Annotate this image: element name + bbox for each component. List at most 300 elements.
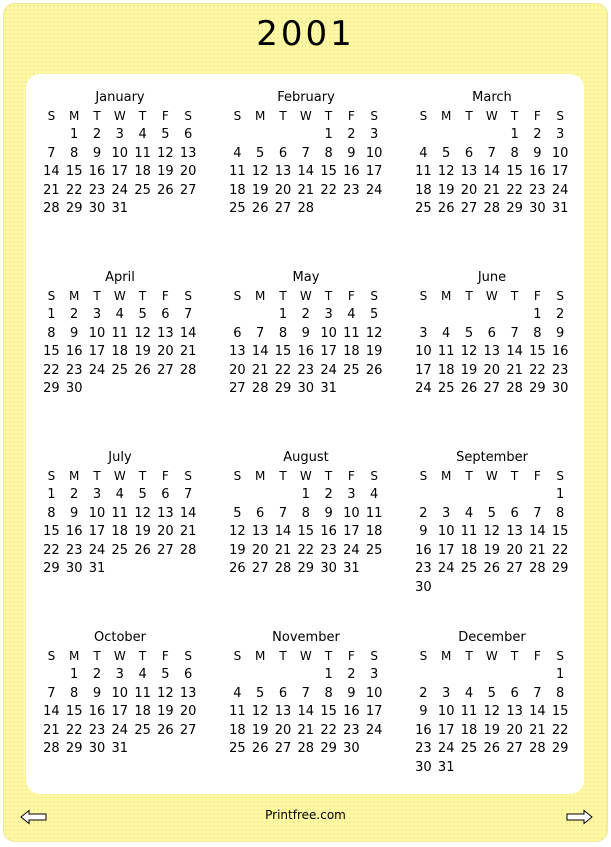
weekday-header: F: [533, 649, 541, 663]
day-cell: 20: [229, 362, 246, 378]
day-cell: 30: [65, 381, 83, 397]
day-cell: 31: [88, 561, 106, 577]
day-cell: 22: [529, 362, 546, 378]
day-cell: 19: [251, 722, 269, 738]
day-cell: 14: [297, 164, 315, 180]
day-cell: 16: [415, 722, 432, 738]
day-cell: 30: [65, 561, 83, 577]
weekday-header: S: [370, 109, 378, 123]
month-title: July: [108, 450, 132, 465]
weekday-header: W: [485, 469, 498, 483]
day-cell: 28: [43, 741, 60, 757]
day-cell: 15: [551, 704, 569, 720]
day-cell: 24: [88, 362, 106, 378]
weekday-header: W: [485, 649, 498, 663]
day-cell: 9: [70, 505, 79, 521]
weekday-header: W: [485, 109, 498, 123]
day-cell: 9: [556, 325, 565, 341]
day-cell: 13: [157, 325, 174, 341]
day-cell: 25: [111, 362, 129, 378]
day-cell: 23: [343, 182, 360, 198]
day-cell: 11: [229, 704, 246, 720]
weekday-header: M: [255, 469, 266, 483]
day-cell: 12: [460, 344, 478, 360]
day-cell: 17: [111, 704, 129, 720]
blank-cell: [272, 666, 295, 685]
blank-cell: [458, 126, 481, 145]
day-cell: 20: [506, 542, 523, 558]
day-cell: 22: [506, 182, 523, 198]
day-cell: 18: [460, 542, 478, 558]
day-cell: 7: [47, 145, 56, 161]
month-november: [226, 629, 386, 759]
day-cell: 18: [229, 182, 246, 198]
weekday-header: S: [419, 109, 428, 123]
day-cell: 28: [529, 741, 546, 757]
weekday-header: T: [279, 289, 287, 303]
day-cell: 8: [278, 325, 288, 341]
day-cell: 20: [506, 722, 523, 738]
blank-cell: [412, 306, 435, 325]
day-cell: 10: [437, 524, 455, 540]
right-arrow-icon[interactable]: [565, 809, 593, 825]
day-cell: 25: [343, 362, 360, 378]
weekday-header: T: [138, 649, 147, 663]
day-cell: 15: [529, 344, 546, 360]
day-cell: 29: [529, 381, 546, 397]
day-cell: 26: [460, 381, 478, 397]
day-cell: 25: [111, 542, 129, 558]
day-cell: 27: [179, 722, 197, 738]
day-cell: 26: [134, 362, 151, 378]
weekday-header: S: [47, 109, 56, 123]
month-grid: [40, 287, 200, 399]
day-cell: 10: [365, 685, 383, 701]
month-title: March: [472, 90, 512, 105]
day-cell: 6: [510, 685, 519, 701]
day-cell: 22: [320, 182, 337, 198]
day-cell: 10: [415, 344, 432, 360]
weekday-header: T: [465, 289, 473, 303]
weekday-header: F: [347, 289, 355, 303]
day-cell: 7: [487, 145, 496, 161]
day-cell: 22: [274, 362, 292, 378]
blank-cell: [294, 666, 317, 685]
day-cell: 22: [320, 722, 337, 738]
day-cell: 18: [229, 722, 246, 738]
day-cell: 6: [278, 145, 288, 161]
blank-cell: [458, 666, 481, 685]
day-cell: 30: [551, 381, 569, 397]
day-cell: 5: [464, 325, 474, 341]
weekday-header: M: [441, 289, 452, 303]
day-cell: 22: [297, 542, 315, 558]
day-cell: 28: [179, 542, 197, 558]
day-cell: 27: [179, 182, 197, 198]
weekday-header: T: [510, 469, 519, 483]
day-cell: 21: [251, 362, 269, 378]
day-cell: 23: [65, 362, 83, 378]
day-cell: 18: [343, 344, 360, 360]
day-cell: 23: [343, 722, 360, 738]
day-cell: 29: [43, 381, 60, 397]
day-cell: 12: [134, 505, 151, 521]
day-cell: 17: [365, 704, 383, 720]
day-cell: 18: [365, 524, 383, 540]
day-cell: 12: [229, 524, 246, 540]
month-grid: [412, 107, 572, 219]
day-cell: 17: [88, 344, 106, 360]
day-cell: 18: [415, 182, 432, 198]
day-cell: 12: [437, 164, 455, 180]
day-cell: 3: [370, 127, 379, 142]
day-cell: 7: [510, 325, 519, 341]
day-cell: 15: [274, 344, 292, 360]
blank-cell: [40, 666, 63, 685]
month-title: February: [277, 90, 335, 105]
day-cell: 24: [437, 741, 455, 757]
day-cell: 28: [297, 201, 315, 217]
day-cell: 5: [370, 307, 379, 322]
blank-cell: [435, 486, 458, 505]
day-cell: 11: [415, 164, 432, 180]
day-cell: 27: [460, 201, 478, 217]
weekday-header: S: [233, 649, 242, 663]
day-cell: 19: [483, 542, 501, 558]
weekday-header: W: [485, 289, 498, 303]
day-cell: 27: [157, 542, 174, 558]
day-cell: 7: [278, 505, 288, 521]
day-cell: 30: [415, 579, 432, 595]
weekday-header: W: [113, 469, 126, 483]
blank-cell: [503, 486, 526, 505]
footer-site-link[interactable]: Printfree.com: [265, 808, 346, 822]
day-cell: 25: [415, 201, 432, 217]
day-cell: 4: [233, 145, 242, 161]
day-cell: 20: [157, 524, 174, 540]
day-cell: 27: [229, 381, 246, 397]
day-cell: 7: [301, 145, 310, 161]
day-cell: 13: [506, 524, 523, 540]
day-cell: 19: [251, 182, 269, 198]
day-cell: 21: [274, 542, 292, 558]
day-cell: 14: [529, 524, 546, 540]
day-cell: 3: [92, 487, 102, 502]
day-cell: 7: [184, 307, 193, 322]
day-cell: 6: [510, 505, 519, 521]
day-cell: 19: [134, 524, 151, 540]
day-cell: 2: [92, 127, 102, 142]
day-cell: 14: [483, 164, 501, 180]
blank-cell: [412, 666, 435, 685]
day-cell: 22: [43, 362, 60, 378]
day-cell: 10: [88, 325, 106, 341]
day-cell: 7: [47, 685, 56, 701]
weekday-header: F: [347, 469, 355, 483]
day-cell: 4: [115, 307, 124, 322]
day-cell: 30: [529, 201, 546, 217]
day-cell: 14: [297, 704, 315, 720]
day-cell: 29: [551, 561, 569, 577]
day-cell: 31: [111, 201, 129, 217]
blank-cell: [249, 486, 272, 505]
day-cell: 18: [437, 362, 455, 378]
weekday-header: S: [419, 289, 428, 303]
day-cell: 23: [88, 182, 106, 198]
weekday-header: T: [510, 649, 519, 663]
day-cell: 15: [65, 164, 83, 180]
day-cell: 13: [483, 344, 501, 360]
day-cell: 17: [437, 542, 455, 558]
day-cell: 20: [274, 722, 292, 738]
day-cell: 17: [320, 344, 337, 360]
day-cell: 16: [343, 704, 360, 720]
month-title: October: [93, 630, 147, 645]
day-cell: 24: [437, 561, 455, 577]
weekday-header: M: [255, 649, 266, 663]
day-cell: 31: [111, 741, 129, 757]
day-cell: 1: [533, 307, 542, 322]
day-cell: 12: [134, 325, 151, 341]
day-cell: 1: [324, 667, 333, 682]
day-cell: 13: [251, 524, 269, 540]
month-june: [412, 269, 572, 399]
day-cell: 11: [111, 325, 129, 341]
blank-cell: [435, 126, 458, 145]
day-cell: 23: [88, 722, 106, 738]
day-cell: 4: [115, 487, 124, 502]
day-cell: 26: [134, 542, 151, 558]
day-cell: 1: [301, 487, 310, 502]
blank-cell: [526, 486, 549, 505]
weekday-header: T: [324, 649, 333, 663]
day-cell: 9: [301, 325, 310, 341]
day-cell: 4: [347, 307, 356, 322]
day-cell: 8: [47, 325, 56, 341]
day-cell: 3: [419, 325, 428, 341]
day-cell: 1: [556, 667, 565, 682]
weekday-header: S: [47, 289, 56, 303]
month-august: [226, 449, 386, 579]
blank-cell: [480, 486, 503, 505]
day-cell: 16: [65, 524, 83, 540]
day-cell: 28: [506, 381, 523, 397]
day-cell: 4: [233, 685, 242, 701]
day-cell: 21: [529, 542, 546, 558]
day-cell: 23: [65, 542, 83, 558]
day-cell: 25: [134, 722, 151, 738]
day-cell: 18: [111, 344, 129, 360]
month-grid: [412, 467, 572, 598]
day-cell: 14: [274, 524, 292, 540]
day-cell: 14: [43, 164, 60, 180]
month-july: [40, 449, 200, 579]
day-cell: 18: [134, 164, 151, 180]
day-cell: 8: [301, 505, 310, 521]
day-cell: 28: [179, 362, 197, 378]
weekday-header: F: [161, 469, 169, 483]
day-cell: 8: [556, 685, 565, 701]
day-cell: 12: [251, 164, 269, 180]
day-cell: 21: [483, 182, 501, 198]
day-cell: 19: [134, 344, 151, 360]
day-cell: 7: [533, 505, 542, 521]
weekday-header: M: [441, 109, 452, 123]
day-cell: 2: [301, 307, 310, 322]
day-cell: 8: [556, 505, 565, 521]
month-march: [412, 89, 572, 219]
blank-cell: [503, 306, 526, 325]
weekday-header: S: [233, 469, 242, 483]
day-cell: 23: [415, 741, 432, 757]
day-cell: 27: [251, 561, 269, 577]
day-cell: 26: [251, 201, 269, 217]
weekday-header: S: [419, 649, 428, 663]
day-cell: 24: [365, 182, 383, 198]
day-cell: 3: [92, 307, 102, 322]
weekday-header: T: [138, 289, 147, 303]
day-cell: 15: [320, 704, 337, 720]
day-cell: 9: [419, 524, 428, 540]
day-cell: 20: [179, 164, 197, 180]
day-cell: 9: [347, 685, 356, 701]
day-cell: 14: [179, 325, 197, 341]
month-title: August: [283, 450, 329, 465]
day-cell: 11: [437, 344, 455, 360]
day-cell: 26: [251, 741, 269, 757]
day-cell: 5: [138, 487, 147, 502]
weekday-header: T: [138, 469, 147, 483]
day-cell: 26: [483, 741, 501, 757]
day-cell: 5: [256, 145, 265, 161]
weekday-header: T: [510, 289, 519, 303]
day-cell: 19: [365, 344, 383, 360]
weekday-header: T: [93, 109, 101, 123]
day-cell: 21: [529, 722, 546, 738]
month-title: November: [272, 630, 340, 645]
day-cell: 29: [43, 561, 60, 577]
day-cell: 10: [111, 145, 129, 161]
day-cell: 11: [343, 325, 360, 341]
weekday-header: T: [324, 469, 333, 483]
day-cell: 4: [370, 487, 379, 502]
blank-cell: [480, 666, 503, 685]
day-cell: 14: [179, 505, 197, 521]
day-cell: 24: [551, 182, 569, 198]
weekday-header: S: [233, 289, 242, 303]
weekday-header: W: [299, 109, 312, 123]
day-cell: 7: [533, 685, 542, 701]
day-cell: 7: [256, 325, 265, 341]
day-cell: 8: [324, 685, 333, 701]
weekday-header: S: [47, 469, 56, 483]
weekday-header: W: [299, 469, 312, 483]
day-cell: 26: [157, 182, 174, 198]
day-cell: 24: [320, 362, 337, 378]
blank-cell: [40, 126, 63, 145]
day-cell: 16: [320, 524, 337, 540]
day-cell: 2: [347, 667, 356, 682]
day-cell: 22: [551, 542, 569, 558]
day-cell: 6: [256, 505, 265, 521]
day-cell: 30: [88, 741, 106, 757]
day-cell: 2: [347, 127, 356, 142]
day-cell: 7: [301, 685, 310, 701]
day-cell: 14: [251, 344, 269, 360]
weekday-header: F: [347, 109, 355, 123]
day-cell: 8: [324, 145, 333, 161]
day-cell: 5: [256, 685, 265, 701]
day-cell: 22: [43, 542, 60, 558]
weekday-header: M: [441, 469, 452, 483]
weekday-header: W: [113, 109, 126, 123]
day-cell: 12: [365, 325, 383, 341]
weekday-header: T: [465, 649, 473, 663]
day-cell: 9: [419, 704, 428, 720]
weekday-header: F: [161, 649, 169, 663]
weekday-header: W: [113, 289, 126, 303]
weekday-header: S: [556, 289, 564, 303]
blank-cell: [412, 486, 435, 505]
weekday-header: T: [138, 109, 147, 123]
blank-cell: [226, 666, 249, 685]
blank-cell: [412, 126, 435, 145]
month-may: [226, 269, 386, 399]
day-cell: 18: [460, 722, 478, 738]
day-cell: 11: [460, 524, 478, 540]
weekday-header: M: [69, 289, 80, 303]
day-cell: 20: [274, 182, 292, 198]
day-cell: 2: [70, 307, 79, 322]
month-title: January: [95, 90, 145, 105]
day-cell: 18: [134, 704, 151, 720]
day-cell: 21: [297, 182, 315, 198]
day-cell: 16: [65, 344, 83, 360]
day-cell: 5: [487, 685, 496, 701]
day-cell: 19: [483, 722, 501, 738]
blank-cell: [226, 126, 249, 145]
day-cell: 4: [419, 145, 428, 161]
day-cell: 5: [487, 505, 496, 521]
day-cell: 14: [43, 704, 60, 720]
blank-cell: [435, 666, 458, 685]
day-cell: 13: [179, 685, 197, 701]
day-cell: 3: [115, 667, 124, 682]
day-cell: 9: [92, 145, 102, 161]
month-december: [412, 629, 572, 778]
day-cell: 25: [437, 381, 455, 397]
month-title: September: [456, 450, 528, 465]
day-cell: 25: [229, 741, 246, 757]
day-cell: 8: [47, 505, 56, 521]
day-cell: 3: [324, 307, 333, 322]
day-cell: 23: [415, 561, 432, 577]
weekday-header: F: [533, 109, 541, 123]
day-cell: 25: [460, 741, 478, 757]
day-cell: 8: [70, 685, 79, 701]
month-january: [40, 89, 200, 219]
day-cell: 10: [88, 505, 106, 521]
day-cell: 21: [506, 362, 523, 378]
day-cell: 21: [43, 182, 60, 198]
day-cell: 19: [460, 362, 478, 378]
weekday-header: S: [233, 109, 242, 123]
day-cell: 9: [70, 325, 79, 341]
blank-cell: [226, 306, 249, 325]
weekday-header: F: [161, 289, 169, 303]
day-cell: 29: [274, 381, 292, 397]
day-cell: 17: [551, 164, 569, 180]
